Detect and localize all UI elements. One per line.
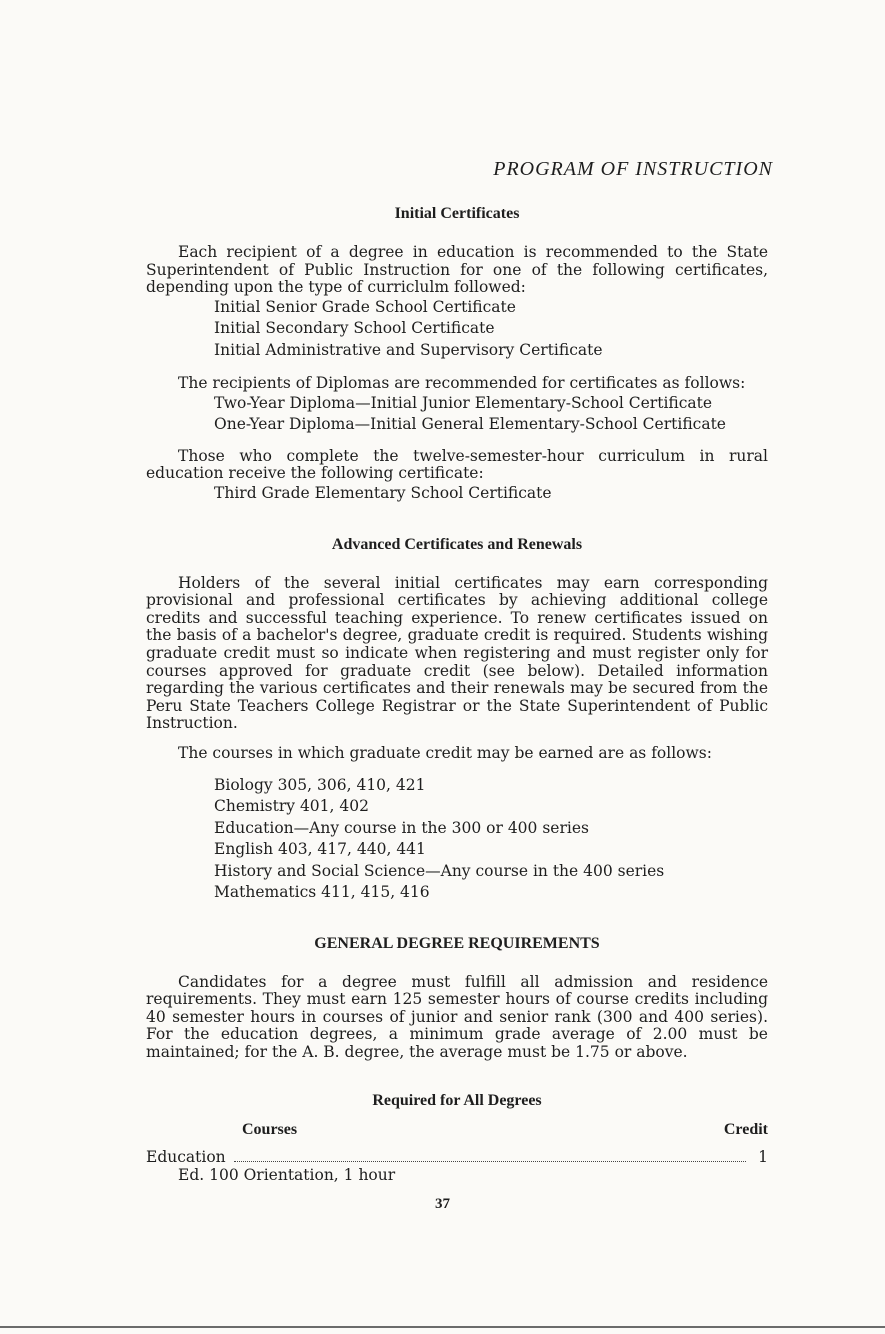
list-item: Initial Senior Grade School Certificate (214, 297, 516, 316)
page-number: 37 (435, 1196, 450, 1212)
running-head: PROGRAM OF INSTRUCTION (493, 158, 773, 180)
degree-certificate-list (146, 297, 768, 362)
requirements-table-header (146, 1121, 768, 1139)
advanced-body-paragraph: Holders of the several initial certificates may earn corresponding provisional and professional certificates by achieving additional college credits and successful teaching experience. To renew certificates issued on the basis of a bachelor's degree, graduate credit is required. Students wishing graduate credit must so indicate when registering and must register only for courses approved for graduate credit (see below). Detailed information regarding the various certificates and their renewals may be secured from the Peru State Teachers College Registrar or the State Superintendent of Public Instruction. (146, 573, 768, 733)
list-item: Two-Year Diploma—Initial Junior Elementary-School Certificate (214, 393, 713, 412)
heading-initial-certificates: Initial Certificates (394, 205, 520, 222)
row-detail: Ed. 100 Orientation, 1 hour (178, 1165, 396, 1184)
rural-intro-paragraph: Those who complete the twelve-semester-hour curriculum in rural education receive the following certificate: (146, 446, 768, 483)
page-content (146, 204, 768, 1184)
column-header-courses: Courses (242, 1121, 298, 1139)
heading-general-requirements: GENERAL DEGREE REQUIREMENTS (314, 934, 600, 952)
list-item: English 403, 417, 440, 441 (214, 840, 426, 858)
row-subject: Education (146, 1148, 226, 1167)
rural-certificate-list (146, 483, 768, 505)
list-item: Chemistry 401, 402 (214, 797, 369, 815)
table-row (146, 1149, 768, 1167)
list-item: History and Social Science—Any course in the 400 series (214, 861, 665, 880)
graduate-course-list (146, 775, 768, 904)
dot-leader (234, 1161, 746, 1162)
graduate-intro-paragraph: The courses in which graduate credit may be earned are as follows: (178, 743, 712, 762)
diplomas-intro-paragraph: The recipients of Diplomas are recommended for certificates as follows: (178, 374, 746, 393)
general-body-paragraph: Candidates for a degree must fulfill all admission and residence requirements. They must earn 125 semester hours of course credits including 40 semester hours in courses of junior and senior rank (300 and 400 series). For the education degrees, a minimum grade average of 2.00 must be maintained; for the A. B. degree, the average must be 1.75 or above. (146, 972, 768, 1061)
scan-edge-line (0, 1326, 885, 1328)
initial-intro-paragraph: Each recipient of a degree in education is recommended to the State Superintendent of Public Instruction for one of the following certificates, depending upon the type of curriclulm followed: (146, 243, 768, 297)
heading-advanced-certificates: Advanced Certificates and Renewals (331, 535, 583, 553)
list-item: One-Year Diploma—Initial General Elementary-School Certificate (214, 415, 726, 434)
diploma-certificate-list (146, 393, 768, 436)
list-item: Initial Administrative and Supervisory Certificate (214, 340, 603, 359)
list-item: Third Grade Elementary School Certificate (214, 484, 552, 503)
column-header-credit: Credit (723, 1121, 768, 1139)
row-credit: 1 (758, 1148, 768, 1167)
list-item: Initial Secondary School Certificate (214, 319, 495, 338)
list-item: Education—Any course in the 300 or 400 series (214, 818, 589, 837)
list-item: Mathematics 411, 415, 416 (214, 883, 430, 901)
list-item: Biology 305, 306, 410, 421 (214, 775, 426, 794)
heading-required-all-degrees: Required for All Degrees (372, 1092, 542, 1110)
